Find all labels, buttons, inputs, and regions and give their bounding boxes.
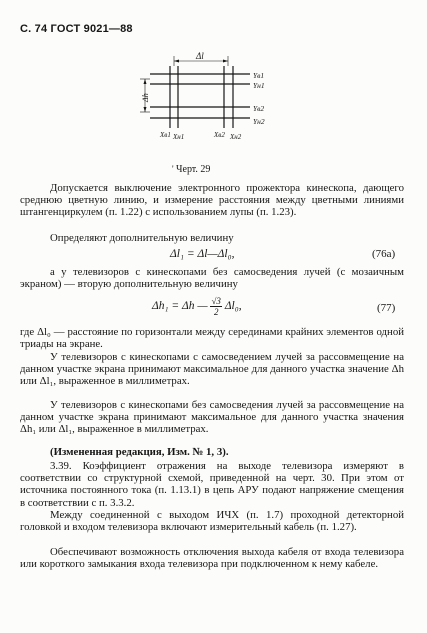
equation-77-numerator: √3: [211, 296, 221, 306]
paragraph-4: где Δl₀ — расстояние по горизонтали между серединами крайних элементов одной триады на экране.: [20, 326, 404, 351]
label-yb2: Yв2: [253, 104, 265, 113]
equation-76a: Δl₁ = Δl—Δl₀,: [170, 248, 235, 260]
label-yh1: Yн1: [253, 81, 265, 90]
paragraph-5: У телевизоров с кинескопами с самосведением лучей за рассовмещение на данном участке экрана принимают максимальное для данного участка значение Δh или Δl₁, выраженное в миллиметрах.: [20, 351, 404, 388]
paragraph-7: (Измененная редакция, Изм. № 1, 3).: [50, 446, 229, 458]
paragraph-1: Допускается выключение электронного прожектора кинескопа, дающего среднюю цветную линию, и измерение расстояния между цветными линиями штангенциркулем (п. 1.22) с использованием лупы (п. 1.23).: [20, 182, 404, 219]
equation-77-fraction: [210, 296, 221, 317]
page-header: С. 74 ГОСТ 9021—88: [20, 23, 133, 35]
label-yb1: Yв1: [253, 71, 265, 80]
paragraph-3: а у телевизоров с кинескопами без самосведения лучей (с мозаичным экраном) — вторую дополнительную величину: [20, 266, 404, 291]
figure-caption: [172, 164, 211, 175]
label-delta-l: Δl: [196, 52, 204, 61]
caption-text: Черт. 29: [176, 164, 211, 175]
label-xb1: Xв1: [160, 131, 171, 139]
paragraph-10: Обеспечивают возможность отключения выхода кабеля от входа телевизора или короткого замыкания входа телевизора при подключенном к нему кабеле.: [20, 546, 404, 571]
figure-29-diagram: [138, 52, 278, 156]
paragraph-6: У телевизоров с кинескопами без самосведения лучей за рассовмещение на данном участке экрана принимают максимальное для данного участка значения Δh₁ или Δl₁, выраженное в миллиметрах.: [20, 399, 404, 436]
paragraph-2: Определяют дополнительную величину: [50, 232, 234, 244]
label-yh2: Yн2: [253, 117, 265, 126]
paragraph-8: 3.39. Коэффициент отражения на выходе телевизора измеряют в соответствии со структурной схемой, приведенной на черт. 30. При этом от источника постоянного тока (п. 1.13.1) в цепь АРУ подают напряжение смещения в соответствии с п. 3.3.2.: [20, 460, 404, 509]
equation-77-denominator: 2: [213, 307, 219, 317]
equation-76a-number: (76a): [372, 248, 396, 260]
label-delta-h: Δh: [141, 93, 150, 102]
equation-77-number: (77): [377, 302, 396, 314]
label-xh1: Xн1: [173, 133, 185, 141]
equation-77-right: Δl₀,: [224, 300, 242, 313]
caption-mark: ': [172, 164, 174, 174]
equation-77-left: Δh₁ = Δh —: [152, 300, 208, 313]
label-xb2: Xв2: [214, 131, 225, 139]
equation-77: [152, 296, 242, 317]
label-xh2: Xн2: [230, 133, 242, 141]
paragraph-9: Между соединенной с выходом ИЧХ (п. 1.7) проходной детекторной головкой и входом телевизора включают измерительный кабель (п. 1.27).: [20, 509, 404, 534]
